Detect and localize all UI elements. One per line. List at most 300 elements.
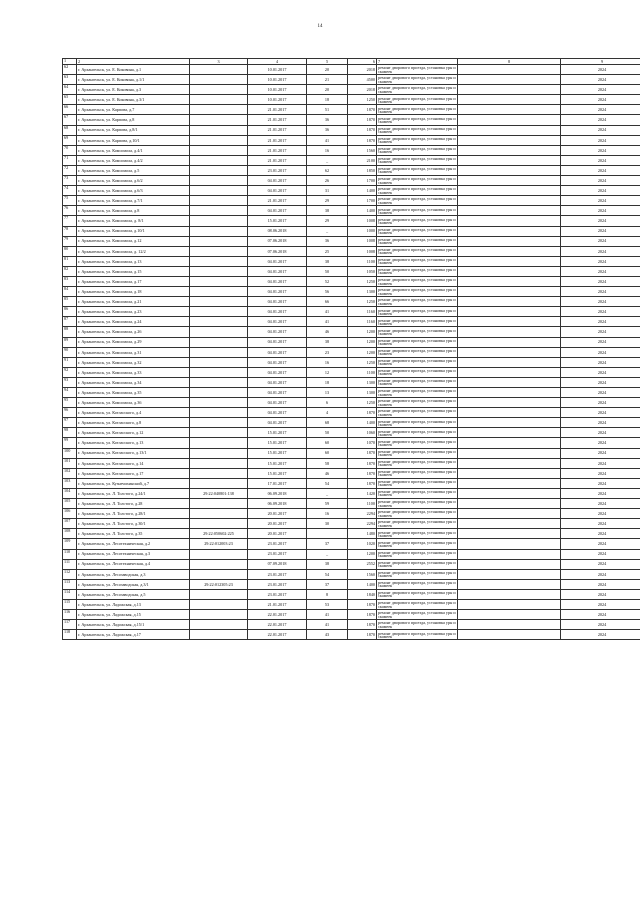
year-cell: 2024: [561, 529, 640, 539]
year-cell: 2024: [561, 539, 640, 549]
table-row: [63, 519, 640, 529]
work-type-cell: ремонт дворового проезда, установка урн и скамеек: [378, 85, 456, 94]
value-cell: 8: [307, 589, 348, 599]
row-index: 91: [63, 357, 77, 367]
empty-cell: [458, 509, 561, 519]
area-cell: 1200: [348, 327, 377, 337]
empty-cell: [458, 488, 561, 498]
cadastral-number-cell: [190, 125, 248, 135]
table-row: [63, 408, 640, 418]
area-cell: 1870: [348, 115, 377, 125]
work-type-cell: ремонт дворового проезда, установка урн и скамеек: [378, 519, 456, 528]
address-cell: г. Архангельск, ул. Е. Коковина, д.1/1: [77, 75, 190, 85]
date-cell: 04.01.2017: [248, 307, 307, 317]
work-type-cell: ремонт дворового проезда, установка урн и скамеек: [378, 559, 456, 569]
date-cell: 15.01.2017: [248, 458, 307, 468]
row-index: 117: [63, 620, 77, 630]
work-type-cell: ремонт дворового проезда, установка урн и скамеек: [378, 388, 456, 397]
row-index: 110: [63, 549, 77, 559]
cadastral-number-cell: 29:22:012305:23: [190, 579, 248, 589]
empty-cell: [458, 539, 561, 549]
date-cell: 07.06.2018: [248, 236, 307, 246]
cadastral-number-cell: [190, 327, 248, 337]
area-cell: 1200: [348, 337, 377, 347]
value-cell: 50: [307, 428, 348, 438]
date-cell: 23.01.2017: [248, 579, 307, 589]
empty-cell: [458, 75, 561, 85]
value-cell: 26: [307, 176, 348, 186]
work-type-cell: ремонт дворового проезда, установка урн и скамеек: [378, 418, 456, 427]
empty-cell: [458, 418, 561, 428]
address-cell: г. Архангельск, ул. Котласского, д.12: [77, 428, 190, 438]
area-cell: 1060: [348, 428, 377, 438]
table-row: [63, 428, 640, 438]
empty-cell: [458, 276, 561, 286]
address-cell: г. Архангельск, ул. Комсомола, д.31: [77, 347, 190, 357]
address-table: [62, 58, 640, 640]
year-cell: 2024: [561, 579, 640, 589]
table-row: [63, 95, 640, 105]
empty-cell: [458, 186, 561, 196]
year-cell: 2024: [561, 266, 640, 276]
address-cell: г. Архангельск, ул. Комсомола, д.21: [77, 297, 190, 307]
table-row: [63, 357, 640, 367]
empty-cell: [458, 620, 561, 630]
area-cell: 1250: [348, 276, 377, 286]
address-cell: г. Архангельск, ул. Лесозаводская, д.3/1: [77, 579, 190, 589]
area-cell: 1100: [348, 499, 377, 509]
year-cell: 2024: [561, 589, 640, 599]
value-cell: 68: [307, 418, 348, 428]
row-index: 68: [63, 125, 77, 135]
table-row: [63, 499, 640, 509]
value-cell: 38: [307, 337, 348, 347]
cadastral-number-cell: [190, 438, 248, 448]
work-type-cell: ремонт дворового проезда, установка урн и скамеек: [378, 539, 456, 548]
address-cell: г. Архангельск, ул. Лесозаводская, д.3: [77, 569, 190, 579]
cadastral-number-cell: [190, 569, 248, 579]
year-cell: 2024: [561, 75, 640, 85]
year-cell: 2024: [561, 65, 640, 75]
cadastral-number-cell: [190, 408, 248, 418]
table-row: [63, 246, 640, 256]
empty-cell: [458, 388, 561, 398]
value-cell: 38: [307, 206, 348, 216]
address-cell: г. Архангельск, ул. Лесотехническая, д.3: [77, 549, 190, 559]
year-cell: 2024: [561, 95, 640, 105]
cadastral-number-cell: [190, 499, 248, 509]
value-cell: 46: [307, 327, 348, 337]
date-cell: 15.01.2017: [248, 216, 307, 226]
row-index: 80: [63, 246, 77, 256]
area-cell: 1070: [348, 438, 377, 448]
row-index: 94: [63, 388, 77, 398]
table-row: [63, 327, 640, 337]
year-cell: 2024: [561, 630, 640, 640]
address-cell: г. Архангельск, ул. Лесотехническая, д.2: [77, 539, 190, 549]
row-index: 101: [63, 458, 77, 468]
area-cell: 1160: [348, 307, 377, 317]
work-type-cell: ремонт дворового проезда, установка урн и скамеек: [378, 277, 456, 286]
row-index: 70: [63, 145, 77, 155]
value-cell: 29: [307, 216, 348, 226]
row-index: 64: [63, 85, 77, 95]
cadastral-number-cell: [190, 276, 248, 286]
table-row: [63, 620, 640, 630]
date-cell: 21.01.2017: [248, 125, 307, 135]
address-cell: г. Архангельск, ул. Л. Толстого, д.35: [77, 529, 190, 539]
cadastral-number-cell: [190, 599, 248, 609]
row-index: 118: [63, 630, 77, 640]
year-cell: 2024: [561, 448, 640, 458]
row-index: 86: [63, 307, 77, 317]
cadastral-number-cell: [190, 155, 248, 165]
value-cell: 18: [307, 95, 348, 105]
table-row: [63, 610, 640, 620]
table-row: [63, 236, 640, 246]
work-type-cell: ремонт дворового проезда, установка урн и скамеек: [378, 600, 456, 609]
table-row: [63, 135, 640, 145]
area-cell: 1870: [348, 599, 377, 609]
date-cell: 21.01.2017: [248, 135, 307, 145]
year-cell: 2024: [561, 398, 640, 408]
area-cell: 2294: [348, 519, 377, 529]
work-type-cell: ремонт дворового проезда, установка урн и скамеек: [378, 65, 456, 74]
empty-cell: [458, 125, 561, 135]
empty-cell: [458, 256, 561, 266]
year-cell: 2024: [561, 246, 640, 256]
row-index: 112: [63, 569, 77, 579]
value-cell: 29: [307, 196, 348, 206]
table-row: [63, 599, 640, 609]
cadastral-number-cell: [190, 337, 248, 347]
year-cell: 2024: [561, 599, 640, 609]
date-cell: 20.01.2017: [248, 509, 307, 519]
area-cell: 1870: [348, 448, 377, 458]
value-cell: 20: [307, 85, 348, 95]
table-row: [63, 186, 640, 196]
table-row: [63, 529, 640, 539]
area-cell: 1400: [348, 579, 377, 589]
area-cell: 1870: [348, 468, 377, 478]
year-cell: 2024: [561, 549, 640, 559]
area-cell: 2100: [348, 155, 377, 165]
table-row: [63, 398, 640, 408]
table-row: [63, 226, 640, 236]
work-type-cell: ремонт дворового проезда, установка урн и скамеек: [378, 398, 456, 407]
address-cell: г. Архангельск, ул. Комсомола, д.26: [77, 327, 190, 337]
cadastral-number-cell: [190, 509, 248, 519]
empty-cell: [458, 468, 561, 478]
cadastral-number-cell: [190, 135, 248, 145]
work-type-cell: ремонт дворового проезда, установка урн и скамеек: [378, 469, 456, 478]
table-row: [63, 216, 640, 226]
area-cell: 1008: [348, 246, 377, 256]
date-cell: 07.09.2018: [248, 559, 307, 569]
empty-cell: [458, 549, 561, 559]
table-row: [63, 478, 640, 488]
row-index: 90: [63, 347, 77, 357]
work-type-cell: ремонт дворового проезда, установка урн и скамеек: [378, 246, 456, 256]
date-cell: 04.01.2017: [248, 377, 307, 387]
address-cell: г. Архангельск, ул. Лесотехническая, д.4: [77, 559, 190, 569]
empty-cell: [458, 589, 561, 599]
area-cell: 1870: [348, 478, 377, 488]
empty-cell: [458, 226, 561, 236]
row-index: 108: [63, 529, 77, 539]
address-cell: г. Архангельск, ул. Комсомола, д.13: [77, 256, 190, 266]
row-index: 69: [63, 135, 77, 145]
date-cell: 23.01.2017: [248, 569, 307, 579]
date-cell: 21.01.2017: [248, 155, 307, 165]
date-cell: 22.01.2017: [248, 620, 307, 630]
address-cell: г. Архангельск, ул. Комсомола, д. 8/1: [77, 216, 190, 226]
area-cell: 1560: [348, 569, 377, 579]
cadastral-number-cell: [190, 307, 248, 317]
cadastral-number-cell: 29:22:050602:225: [190, 529, 248, 539]
empty-cell: [458, 569, 561, 579]
empty-cell: [458, 347, 561, 357]
row-index: 107: [63, 519, 77, 529]
table-row: [63, 85, 640, 95]
cadastral-number-cell: [190, 388, 248, 398]
cadastral-number-cell: [190, 85, 248, 95]
year-cell: 2024: [561, 620, 640, 630]
year-cell: 2024: [561, 438, 640, 448]
address-cell: г. Архангельск, ул. Л. Толстого, д.28/1: [77, 509, 190, 519]
value-cell: 46: [307, 468, 348, 478]
area-cell: 1100: [348, 367, 377, 377]
year-cell: 2024: [561, 287, 640, 297]
empty-cell: [458, 176, 561, 186]
value-cell: 16: [307, 357, 348, 367]
address-cell: г. Архангельск, ул. Ладожская, д.15/1: [77, 620, 190, 630]
year-cell: 2024: [561, 196, 640, 206]
table-row: [63, 367, 640, 377]
address-cell: г. Архангельск, ул. Комсомола, д.7/1: [77, 196, 190, 206]
work-type-cell: ремонт дворового проезда, установка урн и скамеек: [378, 166, 456, 175]
year-cell: 2024: [561, 186, 640, 196]
cadastral-number-cell: [190, 236, 248, 246]
empty-cell: [458, 236, 561, 246]
empty-cell: [458, 428, 561, 438]
empty-cell: [458, 65, 561, 75]
value-cell: _: [307, 155, 348, 165]
cadastral-number-cell: [190, 216, 248, 226]
date-cell: 20.01.2017: [248, 519, 307, 529]
value-cell: _: [307, 226, 348, 236]
year-cell: 2024: [561, 155, 640, 165]
work-type-cell: ремонт дворового проезда, установка урн и скамеек: [378, 135, 456, 145]
address-cell: г. Архангельск, ул. Комсомола, д.23: [77, 307, 190, 317]
work-type-cell: ремонт дворового проезда, установка урн и скамеек: [378, 509, 456, 518]
area-cell: 2018: [348, 85, 377, 95]
area-cell: 1400: [348, 206, 377, 216]
year-cell: 2024: [561, 276, 640, 286]
area-cell: 1480: [348, 529, 377, 539]
area-cell: 1870: [348, 458, 377, 468]
date-cell: 04.01.2017: [248, 357, 307, 367]
year-cell: 2024: [561, 509, 640, 519]
work-type-cell: ремонт дворового проезда, установка урн и скамеек: [378, 489, 456, 498]
value-cell: 43: [307, 630, 348, 640]
table-row: [63, 115, 640, 125]
empty-cell: [458, 155, 561, 165]
empty-cell: [458, 458, 561, 468]
row-index: 92: [63, 367, 77, 377]
cadastral-number-cell: [190, 95, 248, 105]
cadastral-number-cell: [190, 630, 248, 640]
area-cell: 1250: [348, 357, 377, 367]
table-row: [63, 105, 640, 115]
date-cell: 06.09.2018: [248, 488, 307, 498]
column-number: 8: [458, 59, 561, 65]
year-cell: 2024: [561, 115, 640, 125]
date-cell: 04.01.2017: [248, 186, 307, 196]
cadastral-number-cell: [190, 398, 248, 408]
work-type-cell: ремонт дворового проезда, установка урн и скамеек: [378, 569, 456, 579]
row-index: 88: [63, 327, 77, 337]
table-row: [63, 297, 640, 307]
year-cell: 2024: [561, 499, 640, 509]
row-index: 76: [63, 206, 77, 216]
value-cell: 36: [307, 115, 348, 125]
empty-cell: [458, 266, 561, 276]
year-cell: 2024: [561, 135, 640, 145]
value-cell: 59: [307, 499, 348, 509]
row-index: 98: [63, 428, 77, 438]
area-cell: 1250: [348, 398, 377, 408]
area-cell: 1250: [348, 95, 377, 105]
area-cell: 1200: [348, 549, 377, 559]
date-cell: 10.01.2017: [248, 95, 307, 105]
cadastral-number-cell: [190, 559, 248, 569]
value-cell: 56: [307, 287, 348, 297]
year-cell: 2024: [561, 256, 640, 266]
address-cell: г. Архангельск, ул. Котласского, д.8: [77, 418, 190, 428]
empty-cell: [458, 105, 561, 115]
value-cell: 38: [307, 256, 348, 266]
address-cell: г. Архангельск, ул. Комсомола, д.5: [77, 165, 190, 175]
year-cell: 2024: [561, 357, 640, 367]
cadastral-number-cell: [190, 428, 248, 438]
table-row: [63, 206, 640, 216]
date-cell: 04.01.2017: [248, 388, 307, 398]
area-cell: 1870: [348, 620, 377, 630]
date-cell: 15.01.2017: [248, 438, 307, 448]
address-cell: г. Архангельск, ул. Комсомола, д.15: [77, 266, 190, 276]
row-index: 97: [63, 418, 77, 428]
row-index: 105: [63, 499, 77, 509]
year-cell: 2024: [561, 145, 640, 155]
table-row: [63, 559, 640, 569]
value-cell: [307, 529, 348, 539]
work-type-cell: ремонт дворового проезда, установка урн и скамеек: [378, 176, 456, 185]
row-index: 74: [63, 186, 77, 196]
address-cell: г. Архангельск, ул. Карпова, д.10/1: [77, 135, 190, 145]
address-cell: г. Архангельск, ул. Комсомола, д.32: [77, 357, 190, 367]
year-cell: 2024: [561, 478, 640, 488]
empty-cell: [458, 499, 561, 509]
address-cell: г. Архангельск, ул. Комсомола, д.10/1: [77, 226, 190, 236]
year-cell: 2024: [561, 236, 640, 246]
row-index: 66: [63, 105, 77, 115]
year-cell: 2024: [561, 125, 640, 135]
address-cell: г. Архангельск, ул. Комсомола, д. 12/2: [77, 246, 190, 256]
empty-cell: [458, 327, 561, 337]
address-cell: г. Архангельск, ул. Комсомола, д.24: [77, 317, 190, 327]
area-cell: 1050: [348, 266, 377, 276]
row-index: 73: [63, 176, 77, 186]
table-row: [63, 579, 640, 589]
empty-cell: [458, 165, 561, 175]
work-type-cell: ремонт дворового проезда, установка урн и скамеек: [378, 196, 456, 205]
date-cell: 10.01.2017: [248, 65, 307, 75]
area-cell: 1420: [348, 488, 377, 498]
work-type-cell: ремонт дворового проезда, установка урн и скамеек: [378, 297, 456, 306]
value-cell: 41: [307, 620, 348, 630]
empty-cell: [458, 287, 561, 297]
year-cell: 2024: [561, 468, 640, 478]
date-cell: 04.01.2017: [248, 367, 307, 377]
row-index: 83: [63, 276, 77, 286]
area-cell: 1300: [348, 287, 377, 297]
cadastral-number-cell: [190, 448, 248, 458]
value-cell: 54: [307, 569, 348, 579]
area-cell: 2294: [348, 509, 377, 519]
work-type-cell: ремонт дворового проезда, установка урн и скамеек: [378, 590, 456, 599]
work-type-cell: ремонт дворового проезда, установка урн и скамеек: [378, 267, 456, 276]
value-cell: _: [307, 549, 348, 559]
year-cell: 2024: [561, 226, 640, 236]
empty-cell: [458, 438, 561, 448]
value-cell: 36: [307, 236, 348, 246]
address-cell: г. Архангельск, ул. Комсомола, д.4/1: [77, 145, 190, 155]
area-cell: 1400: [348, 418, 377, 428]
area-cell: 1850: [348, 165, 377, 175]
address-cell: г. Архангельск, ул. Котласского, д.13/1: [77, 448, 190, 458]
value-cell: 66: [307, 297, 348, 307]
address-cell: г. Архангельск, ул. Л. Толстого, д.24/1: [77, 488, 190, 498]
empty-cell: [458, 599, 561, 609]
value-cell: 6: [307, 398, 348, 408]
year-cell: 2024: [561, 176, 640, 186]
row-index: 93: [63, 377, 77, 387]
cadastral-number-cell: [190, 266, 248, 276]
area-cell: 1400: [348, 186, 377, 196]
row-index: 67: [63, 115, 77, 125]
work-type-cell: ремонт дворового проезда, установка урн и скамеек: [378, 236, 456, 246]
row-index: 84: [63, 287, 77, 297]
date-cell: 07.06.2018: [248, 246, 307, 256]
address-cell: г. Архангельск, ул. Ладожская, д.17: [77, 630, 190, 640]
row-index: 109: [63, 539, 77, 549]
table-row: [63, 65, 640, 75]
value-cell: _: [307, 488, 348, 498]
year-cell: 2024: [561, 488, 640, 498]
cadastral-number-cell: [190, 115, 248, 125]
address-cell: г. Архангельск, ул. Карпова, д.8/1: [77, 125, 190, 135]
year-cell: 2024: [561, 428, 640, 438]
row-index: 104: [63, 488, 77, 498]
address-cell: г. Архангельск, ул. Комсомола, д.29: [77, 337, 190, 347]
year-cell: 2024: [561, 559, 640, 569]
cadastral-number-cell: [190, 65, 248, 75]
empty-cell: [458, 377, 561, 387]
empty-cell: [458, 478, 561, 488]
work-type-cell: ремонт дворового проезда, установка урн и скамеек: [378, 620, 456, 629]
value-cell: 58: [307, 458, 348, 468]
